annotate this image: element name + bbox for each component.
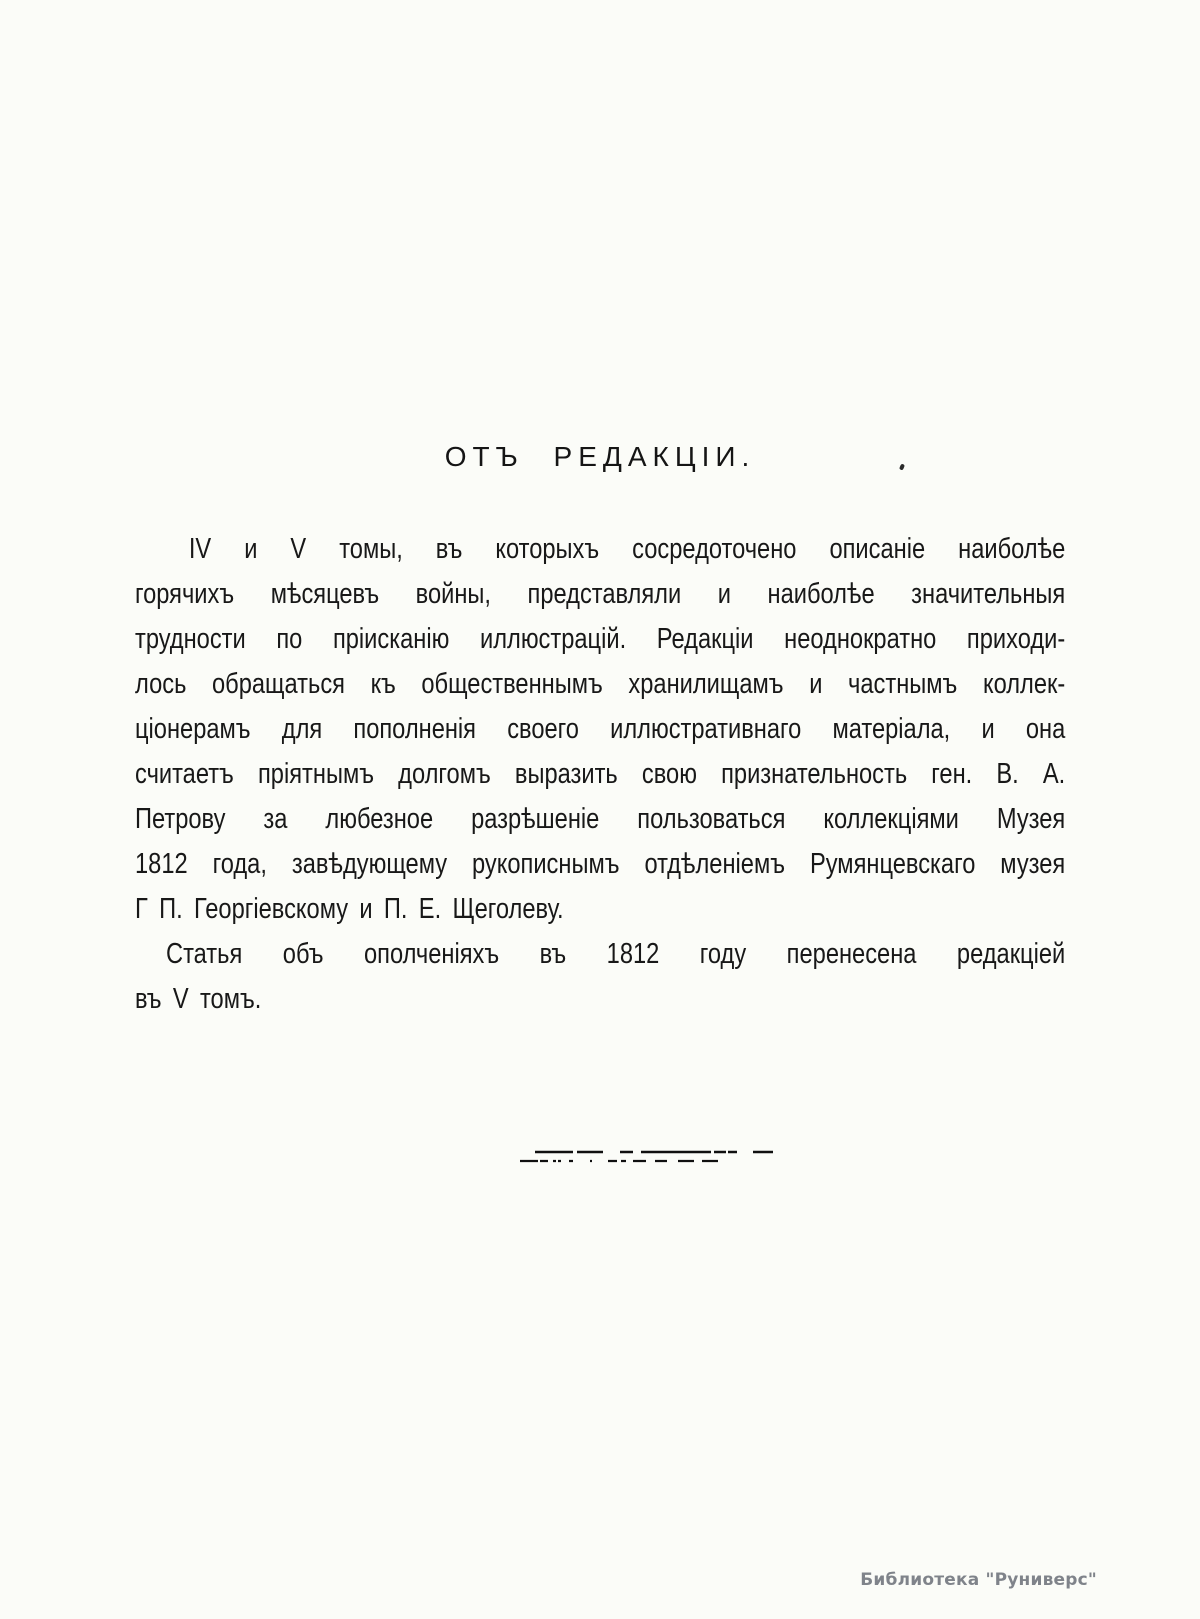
text-line: 1812 года, завѣдующему рукописнымъ отдѣленіемъ Румянцевскаго музея <box>135 848 1066 880</box>
text-line: ціонерамъ для пополненія своего иллюстративнаго матеріала, и она <box>135 713 1066 745</box>
text-line: считаетъ пріятнымъ долгомъ выразить свою признательность ген. В. А. <box>135 758 1066 790</box>
text-line: Г П. Георгіевскому и П. Е. Щеголеву. <box>135 893 564 925</box>
text-line: Статья объ ополченіяхъ въ 1812 году перенесена редакціей <box>166 938 1066 970</box>
text-line: трудности по пріисканію иллюстрацій. Редакціи неоднократно приходи- <box>135 623 1066 655</box>
library-watermark: Библиотека "Руниверс" <box>860 1570 1097 1590</box>
divider-ornament <box>495 1144 785 1170</box>
text-line: Петрову за любезное разрѣшеніе пользоваться коллекціями Музея <box>135 803 1066 835</box>
text-line: лось обращаться къ общественнымъ хранилищамъ и частнымъ коллек- <box>135 668 1066 700</box>
body-text <box>135 527 1065 1022</box>
page-title: ОТЪ РЕДАКЦІИ. <box>444 441 756 472</box>
text-line: горячихъ мѣсяцевъ войны, представляли и наиболѣе значительныя <box>135 578 1066 610</box>
text-line: IV и V томы, въ которыхъ сосредоточено описаніе наиболѣе <box>188 533 1066 565</box>
text-line: въ V томъ. <box>135 983 262 1015</box>
